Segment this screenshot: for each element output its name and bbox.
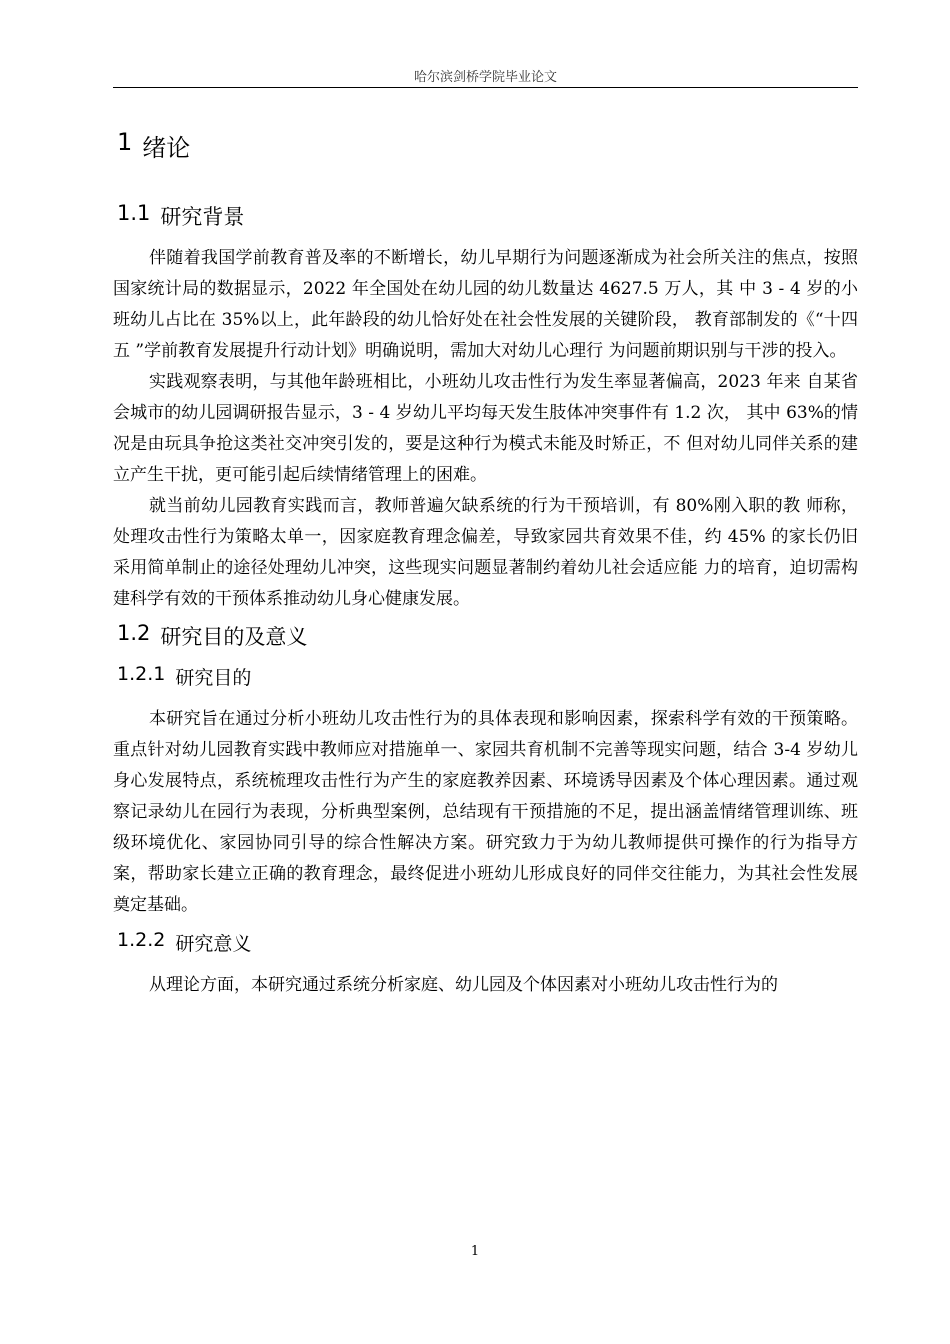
section-number: 1.2 xyxy=(117,621,151,645)
section-heading-1-2 xyxy=(117,621,858,651)
subsection-title: 研究目的 xyxy=(175,667,252,689)
chapter-title: 绪论 xyxy=(142,134,191,162)
header-divider xyxy=(113,87,858,88)
section-title: 研究背景 xyxy=(160,205,245,229)
paragraph: 本研究旨在通过分析小班幼儿攻击性行为的具体表现和影响因素，探索科学有效的干预策略。重点针对幼儿园教育实践中教师应对措施单一、家园共育机制不完善等现实问题，结合 3-4 岁幼儿身心发展特点，系统梳理攻击性行为产生的家庭教养因素、环境诱导因素及个体心理因素。通过观察记录幼儿在园行为表现，分析典型案例，总结现有干预措施的不足，提出涵盖情绪管理训练、班级环境优化、家园协同引导的综合性解决方案。研究致力于为幼儿教师提供可操作的行为指导方案，帮助家长建立正确的教育理念，最终促进小班幼儿形成良好的同伴交往能力，为其社会性发展奠定基础。 xyxy=(113,709,858,915)
chapter-heading xyxy=(117,128,858,163)
subsection-number: 1.2.2 xyxy=(117,929,166,951)
subsection-number: 1.2.1 xyxy=(117,663,166,685)
page-body xyxy=(113,118,858,1001)
section-title: 研究目的及意义 xyxy=(160,625,308,649)
running-header: 哈尔滨剑桥学院毕业论文 xyxy=(413,70,557,85)
subsection-heading-1-2-2 xyxy=(117,929,858,956)
paragraph: 实践观察表明，与其他年龄班相比，小班幼儿攻击性行为发生率显著偏高，2023 年来 自某省会城市的幼儿园调研报告显示，3 - 4 岁幼儿平均每天发生肢体冲突事件有 1.2 次， 其中 63%的情况是由玩具争抢这类社交冲突引发的，要是这种行为模式未能及时矫正，不 但对幼儿同伴关系的建立产生干扰，更可能引起后续情绪管理上的困难。 xyxy=(113,372,858,485)
paragraph: 伴随着我国学前教育普及率的不断增长，幼儿早期行为问题逐渐成为社会所关注的焦点，按照国家统计局的数据显示，2022 年全国处在幼儿园的幼儿数量达 4627.5 万人，其 中 3 - 4 岁的小班幼儿占比在 35%以上，此年龄段的幼儿恰好处在社会性发展的关键阶段， 教育部制发的《“十四五 ”学前教育发展提升行动计划》明确说明，需加大对幼儿心理行 为问题前期识别与干涉的投入。 xyxy=(113,248,858,361)
page-number: 1 xyxy=(470,1244,480,1259)
paragraph: 从理论方面，本研究通过系统分析家庭、幼儿园及个体因素对小班幼儿攻击性行为的 xyxy=(149,975,778,995)
section-heading-1-1 xyxy=(117,201,858,231)
subsection-title: 研究意义 xyxy=(175,933,252,955)
subsection-heading-1-2-1 xyxy=(117,663,858,690)
paragraph: 就当前幼儿园教育实践而言，教师普遍欠缺系统的行为干预培训，有 80%刚入职的教 师称，处理攻击性行为策略太单一，因家庭教育理念偏差，导致家园共育效果不佳，约 45% 的家长仍旧采用简单制止的途径处理幼儿冲突，这些现实问题显著制约着幼儿社会适应能 力的培育，迫切需构建科学有效的干预体系推动幼儿身心健康发展。 xyxy=(113,496,858,609)
chapter-number: 1 xyxy=(117,128,133,156)
section-number: 1.1 xyxy=(117,201,151,225)
